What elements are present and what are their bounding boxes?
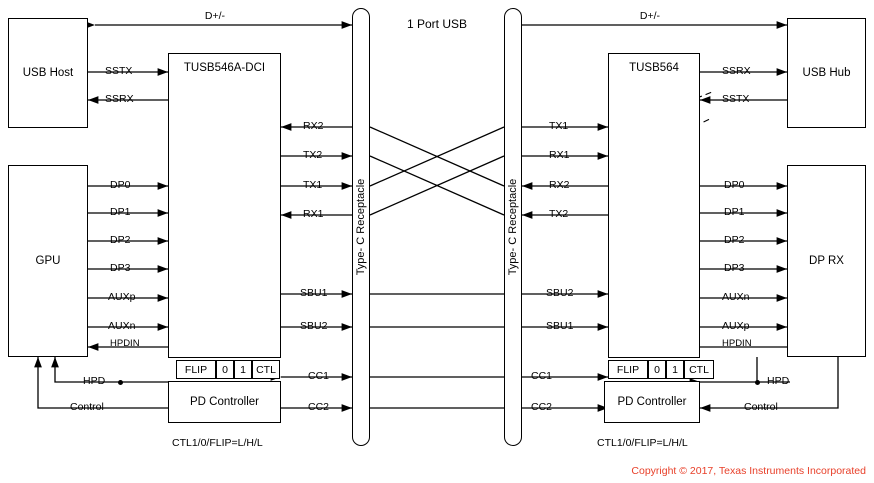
label-dprx-auxp: AUXp [722, 320, 750, 332]
receptacle-left[interactable] [352, 8, 370, 446]
receptacle-right-label: Type- C Receptacle [507, 178, 519, 276]
label-dprx-dp3: DP3 [724, 262, 745, 274]
junction-dot-right [755, 380, 760, 385]
label-dprx-control: Control [744, 401, 778, 413]
label-dprx-dp2: DP2 [724, 234, 745, 246]
note-ctl-flip-right: CTL1/0/FLIP=L/H/L [597, 437, 688, 449]
flip-register-right-bit1[interactable] [666, 360, 684, 379]
block-usb-hub-label: USB Hub [802, 67, 851, 79]
flip-right-bit1-label: 1 [672, 363, 678, 376]
flip-register-left-bit0[interactable] [216, 360, 234, 379]
flip-right-label: FLIP [616, 363, 640, 376]
label-hub-ssrx: SSRX [722, 65, 751, 77]
label-right-sbu1: SBU1 [546, 320, 574, 332]
note-ctl-flip-left: CTL1/0/FLIP=L/H/L [172, 437, 263, 449]
label-top-right-dp: D+/- [639, 10, 661, 22]
receptacle-left-label: Type- C Receptacle [355, 178, 367, 276]
block-dp-rx[interactable] [787, 165, 866, 357]
flip-register-left-flip[interactable] [176, 360, 216, 379]
label-right-lane-tx1: TX1 [549, 120, 569, 132]
block-gpu-label: GPU [35, 255, 61, 267]
label-gpu-dp2: DP2 [110, 234, 131, 246]
label-gpu-hpd: HPD [83, 375, 106, 387]
label-gpu-hpdin: HPDIN [110, 338, 140, 349]
flip-left-ctl-label: CTL [256, 363, 276, 376]
block-redriver-left-label: TUSB546A-DCI [183, 62, 266, 74]
block-pd-controller-left[interactable] [168, 381, 281, 423]
junction-dot-left [118, 380, 123, 385]
label-right-lane-rx1: RX1 [549, 149, 570, 161]
flip-right-ctl-label: CTL [689, 363, 709, 376]
label-left-sbu1: SBU1 [300, 287, 328, 299]
label-gpu-dp0: DP0 [110, 179, 131, 191]
block-pd-right-label: PD Controller [617, 396, 687, 408]
flip-register-left-bit1[interactable] [234, 360, 252, 379]
label-gpu-auxp: AUXp [108, 291, 136, 303]
block-redriver-right[interactable] [608, 53, 700, 358]
label-hub-sstx: SSTX [722, 93, 750, 105]
flip-register-right-flip[interactable] [608, 360, 648, 379]
receptacle-right[interactable] [504, 8, 522, 446]
flip-left-bit1-label: 1 [240, 363, 246, 376]
flip-register-left-ctl[interactable] [252, 360, 280, 379]
block-dp-rx-label: DP RX [809, 255, 844, 267]
block-gpu[interactable] [8, 165, 88, 357]
label-left-lane-tx2: TX2 [303, 149, 323, 161]
flip-right-bit0-label: 0 [654, 363, 660, 376]
label-left-lane-rx2: RX2 [303, 120, 324, 132]
label-gpu-auxn: AUXn [108, 320, 136, 332]
label-right-cc1: CC1 [531, 370, 553, 382]
label-gpu-control: Control [70, 401, 104, 413]
label-gpu-dp3: DP3 [110, 262, 131, 274]
label-dprx-auxn: AUXn [722, 291, 750, 303]
label-left-lane-tx1: TX1 [303, 179, 323, 191]
block-pd-controller-right[interactable] [604, 381, 700, 423]
label-left-sbu2: SBU2 [300, 320, 328, 332]
flip-left-label: FLIP [184, 363, 208, 376]
label-dprx-dp0: DP0 [724, 179, 745, 191]
label-right-lane-rx2: RX2 [549, 179, 570, 191]
label-dprx-dp1: DP1 [724, 206, 745, 218]
block-usb-hub[interactable] [787, 18, 866, 128]
label-host-ssrx: SSRX [105, 93, 134, 105]
flip-register-right-ctl[interactable] [684, 360, 714, 379]
block-usb-host[interactable] [8, 18, 88, 128]
title-1-port-usb: 1 Port USB [406, 17, 468, 31]
label-host-sstx: SSTX [105, 65, 133, 77]
label-right-lane-tx2: TX2 [549, 208, 569, 220]
flip-left-bit0-label: 0 [222, 363, 228, 376]
label-left-cc2: CC2 [308, 401, 330, 413]
label-dprx-hpdin: HPDIN [722, 338, 752, 349]
label-dprx-hpd: HPD [767, 375, 790, 387]
label-top-left-dp: D+/- [204, 10, 226, 22]
label-gpu-dp1: DP1 [110, 206, 131, 218]
label-left-cc1: CC1 [308, 370, 330, 382]
block-usb-host-label: USB Host [22, 67, 74, 79]
block-pd-left-label: PD Controller [189, 396, 260, 408]
block-redriver-right-label: TUSB564 [629, 62, 679, 74]
label-right-sbu2: SBU2 [546, 287, 574, 299]
block-redriver-left[interactable] [168, 53, 281, 358]
label-right-cc2: CC2 [531, 401, 553, 413]
label-left-lane-rx1: RX1 [303, 208, 324, 220]
flip-register-right-bit0[interactable] [648, 360, 666, 379]
copyright-text: Copyright © 2017, Texas Instruments Incorporated [631, 465, 866, 477]
